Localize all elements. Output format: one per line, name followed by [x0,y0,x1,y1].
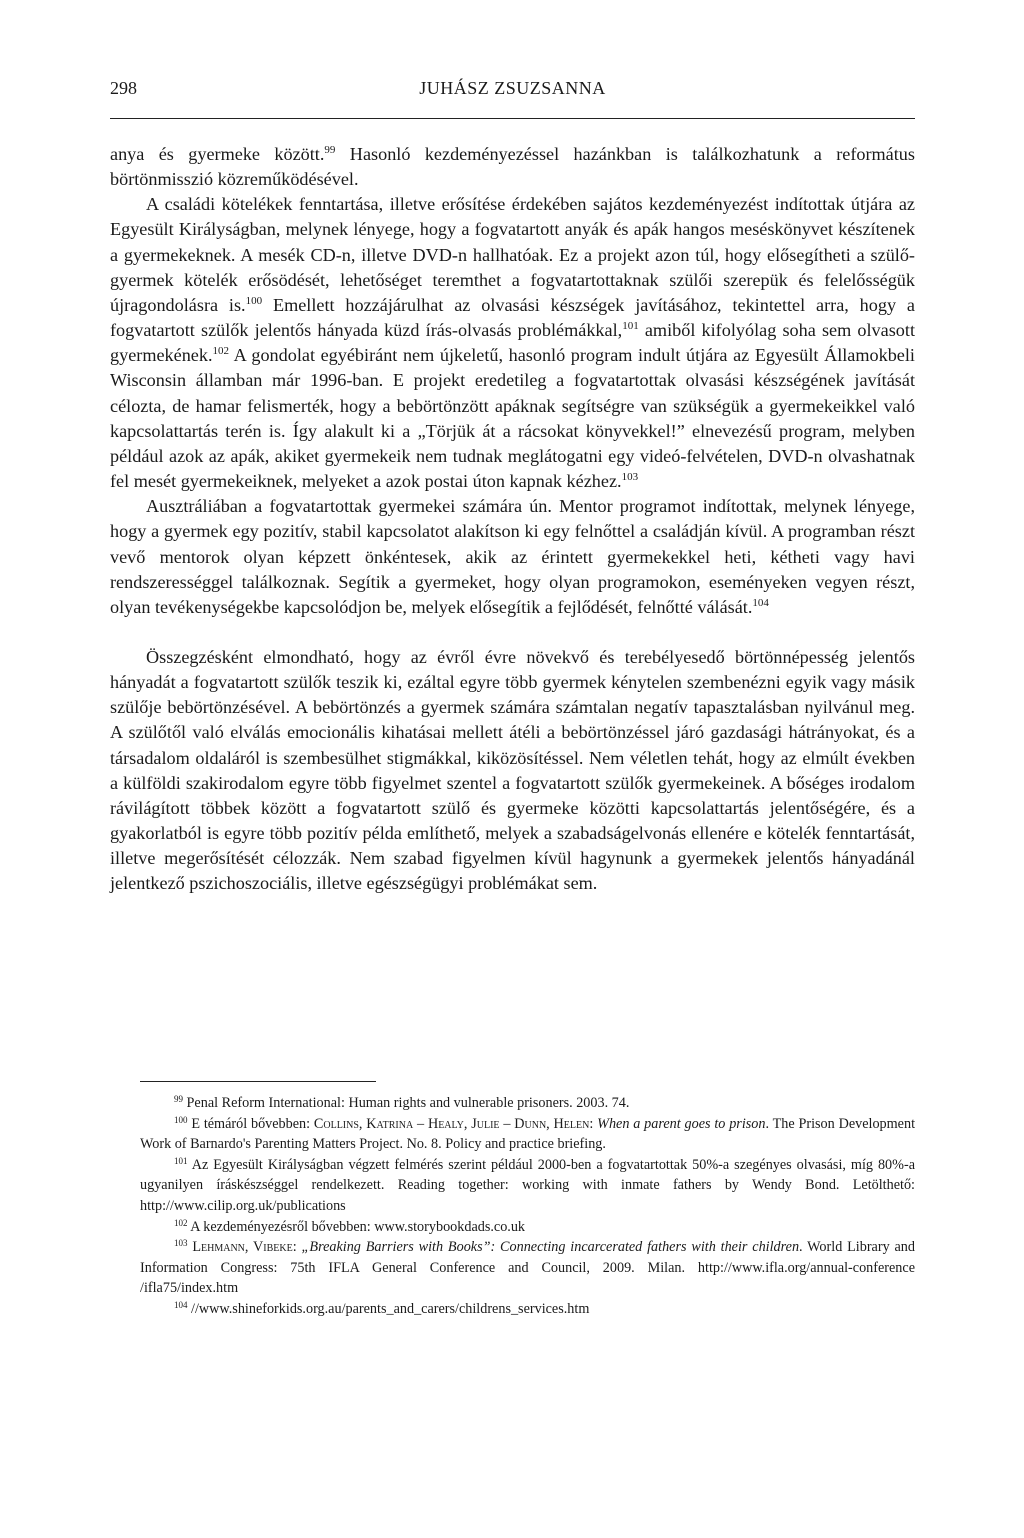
footnote-ref-103: 103 [621,471,639,484]
paragraph-4: Összegzésként elmondható, hogy az évről évre növekvő és terebélyesedő börtönnépesség jelentős hányadát a fogvatartott szülők teszik ki, ezáltal egyre több gyermek kénytelen szembenézni egyik vagy másik szülője bebörtönzésével. A bebörtönzés a gyermek számára számtalan negatív tapasztalásban nyilvánul meg. A szülőtől való elválás emocionális kihatásai mellett átéli a bebörtönzéssel járó gazdasági hátrányokat, és a társadalom oldaláról is szembesülhet stigmákkal, kiközösítéssel. Nem véletlen tehát, hogy az elmúlt években a külföldi szakirodalom egyre több figyelmet szentel a fogvatartott szülők gyermekeinek. A bőséges irodalom rávilágított többek között a fogvatartott szülő és gyermeke közötti kapcsolattartás jelentőségére, és a gyakorlatból is egyre több pozitív példa említhető, melyek a szabadságelvonás ellenére e kötelék fenntartását, illetve megerősítését célozzák. Nem szabad figyelmen kívül hagynunk a gyermekek jelentős hányadánál jelentkező pszichoszociális, illetve egészségügyi problémákat sem. [110,646,915,894]
footnote-101: $^{101}$ Az Egyesült Királyságban végzett felmérés szerint például 2000-ben a fogvatartottak 50%-a szegényes olvasási, míg 80%-a ugyanilyen íráskészséggel rendelkezett. Reading together: working with inmate fathers by Wendy Bond. Letölthető: http://www.cilip.org.uk/publications [140,1155,915,1214]
footnote-author: Lehmann, Vibeke [192,1239,293,1256]
footnote-title: When a parent goes to prison [597,1115,766,1132]
footnote-102: $^{102}$ A kezdeményezésről bővebben: www.storybookdads.co.uk [174,1217,526,1235]
footnote-103: $^{103}$ Lehmann, Vibeke: „Breaking Barriers with Books”: Connecting incarcerated fathers with their children. World Library and Information Congress: 75th IFLA General Conference and Council, 2009. Milan. http://www.ifla.org/annual-conference /ifla75/index.htm [140,1238,915,1297]
footnote-100: $^{100}$ E témáról bővebben: Collins, Katrina – Healy, Julie – Dunn, Helen: When a parent goes to prison. The Prison Development Work of Barnardo's Parenting Matters Project. No. 8. Policy and practice briefing. [140,1114,916,1153]
paragraph-3: Ausztráliában a fogvatartottak gyermekei számára ún. Mentor programot indítottak, melynek lényege, hogy a gyermek egy pozitív, stabil kapcsolatot alakítson ki egy felnőttel a családján kívül. A programban részt vevő mentorok olyan képzett önkéntesek, akik az érintett gyermekekkel heti, kétheti vagy havi rendszerességgel találkoznak. Segítik a gyermeket, hogy olyan programokon, eseményeken vegyen részt, olyan tevékenységekbe kapcsolódjon be, melyek elősegítik a fejlődését, felnőtté válását.$^{104}$ [110,496,915,617]
footnote-ref-99: 99 [324,144,336,156]
header-rule [110,118,915,119]
paragraph-1: anya és gyermeke között.$^{99}$ Hasonló kezdeményezéssel hazánkban is találkozhatunk a református börtönmisszió közreműködésével. [110,144,915,190]
footnotes [140,1093,915,1320]
page-number: 298 [110,78,137,98]
paragraph-2: A családi kötelékek fenntartása, illetve erősítése érdekében sajátos kezdeményezést indítottak útjára az Egyesült Királyságban, melynek lényege, hogy a fogvatartott anyák és apák hangos meséskönyvet készítenek a gyermekeknek. A mesék CD-n, illetve DVD-n hallhatóak. Ez a projekt azon túl, hogy elősegítheti a szülő-gyermek kötelék erősödését, lehetőséget teremthet a fogvatartottaknak szülői szerepük és felelősségük újragondolásra is.$^{100}$ Emellett hozzájárulhat az olvasási készségek javításához, tekintettel arra, hogy a fogvatartott szülők jelentős hányada küzd írás-olvasás problémákkal,$^{101}$ amiből kifolyólag soha sem olvasott gyermekének.$^{102}$ A gondolat egyébiránt nem újkeletű, hasonló program indult útjára az Egyesült Államokbeli Wisconsin államban már 1996-ban. E projekt eredetileg a fogvatartottak olvasási készségének javítását célozta, de hamar felismerték, hogy a bebörtönzött apáknak segítségre van szükségük a gyermekeikkel való kapcsolattartás terén is. Így alakult ki a „Törjük át a rácsokat könyvekkel!” elnevezésű program, melyben például azok az apák, akiket gyermekeik nem tudnak meglátogatni egy videó-felvételen, DVD-n olvashatnak fel mesét gyermekeiknek, melyeket a azok postai úton kapnak kézhez.$^{103}$ [110,194,915,492]
running-header [110,74,915,106]
main-text [110,142,915,897]
footnote-ref-102: 102 [212,345,230,358]
footnote-authors: Collins, Katrina – Healy, Julie – Dunn, Helen [313,1115,590,1132]
footnote-104: $^{104}$ //www.shineforkids.org.au/parents_and_carers/childrens_services.htm [174,1299,590,1317]
footnote-ref-101: 101 [622,320,639,333]
footnote-99: $^{99}$ Penal Reform International: Human rights and vulnerable prisoners. 2003. 74. [174,1094,630,1111]
running-title: JUHÁSZ ZSUZSANNA [419,78,606,98]
footnote-ref-104: 104 [752,596,769,609]
footnote-title: „Breaking Barriers with Books”: Connecting incarcerated fathers with their children [301,1239,800,1256]
footnote-ref-100: 100 [245,294,263,307]
footnote-rule [140,1081,376,1082]
